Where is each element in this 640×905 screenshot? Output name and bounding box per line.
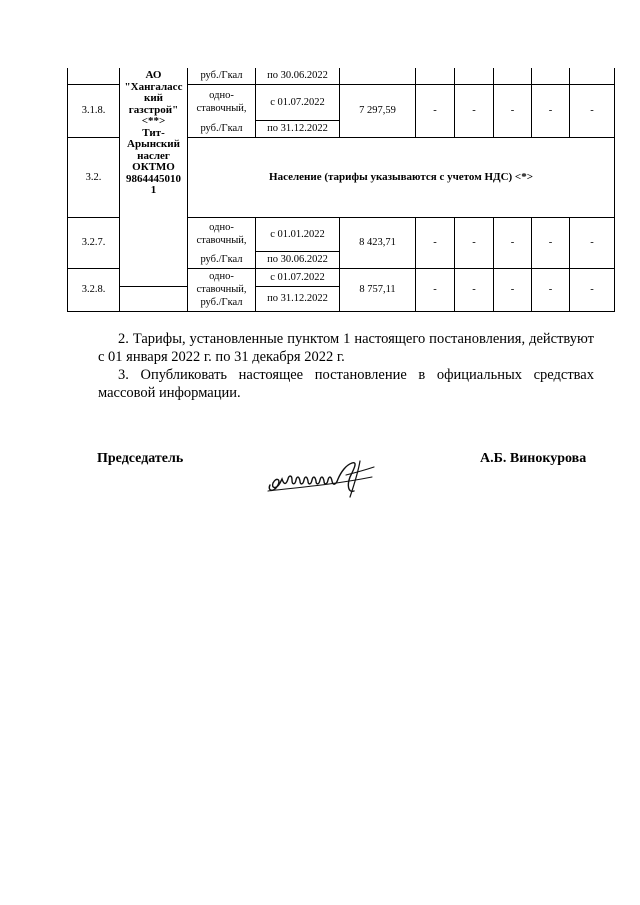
dash-cell: -: [455, 84, 494, 137]
cell-empty: [120, 286, 188, 311]
row-number: 3.2.8.: [68, 268, 120, 311]
cell-empty: [494, 68, 532, 84]
unit-cell: руб./Гкал: [188, 68, 256, 84]
value-cell: 8 757,11: [340, 268, 416, 311]
chairman-label: Председатель: [97, 451, 184, 466]
date-from-cell: с 01.07.2022: [256, 268, 340, 286]
org-name: АО "Хангаласс кий газстрой" <**>: [124, 69, 183, 127]
dash-cell: -: [494, 268, 532, 311]
date-cell: по 30.06.2022: [256, 68, 340, 84]
row-number: 3.1.8.: [68, 84, 120, 137]
org-region: Тит-Арынский наслег ОКТМО 9864445010 1: [126, 126, 181, 196]
unit-cell: руб./Гкал: [188, 251, 256, 268]
type-cell: одно-ставочный,: [188, 84, 256, 120]
date-to-cell: по 31.12.2022: [256, 120, 340, 137]
tariff-table: [67, 68, 615, 312]
date-to-cell: по 30.06.2022: [256, 251, 340, 268]
paragraph-2: 2. Тарифы, установленные пунктом 1 настоящего постановления, действуют с 01 января 2022 г. по 31 декабря 2022 г.: [98, 331, 594, 365]
date-from-cell: с 01.07.2022: [256, 84, 340, 120]
type-cell: одно-ставочный, руб./Гкал: [188, 268, 256, 311]
dash-cell: -: [570, 268, 615, 311]
cell-empty: [532, 68, 570, 84]
dash-cell: -: [532, 84, 570, 137]
dash-cell: -: [416, 217, 455, 268]
table-row: [68, 68, 615, 84]
section-banner: Население (тарифы указываются с учетом НДС) <*>: [188, 137, 615, 217]
cell-empty: [570, 68, 615, 84]
dash-cell: -: [570, 84, 615, 137]
paragraph-3: 3. Опубликовать настоящее постановление в официальных средствах массовой информации.: [98, 367, 594, 401]
date-to-cell: по 31.12.2022: [256, 286, 340, 311]
signature-image: [262, 455, 387, 500]
dash-cell: -: [416, 268, 455, 311]
org-cell: [120, 68, 188, 286]
cell-empty: [68, 68, 120, 84]
dash-cell: -: [455, 217, 494, 268]
dash-cell: -: [532, 217, 570, 268]
date-from-cell: с 01.01.2022: [256, 217, 340, 251]
dash-cell: -: [570, 217, 615, 268]
dash-cell: -: [455, 268, 494, 311]
chairman-name: А.Б. Винокурова: [480, 451, 587, 466]
cell-empty: [416, 68, 455, 84]
type-cell: одно-ставочный,: [188, 217, 256, 251]
cell-empty: [455, 68, 494, 84]
dash-cell: -: [416, 84, 455, 137]
unit-cell: руб./Гкал: [188, 120, 256, 137]
dash-cell: -: [494, 84, 532, 137]
dash-cell: -: [532, 268, 570, 311]
row-number: 3.2.7.: [68, 217, 120, 268]
row-number: 3.2.: [68, 137, 120, 217]
value-cell: 7 297,59: [340, 84, 416, 137]
value-cell: 8 423,71: [340, 217, 416, 268]
value-cell: [340, 68, 416, 84]
dash-cell: -: [494, 217, 532, 268]
